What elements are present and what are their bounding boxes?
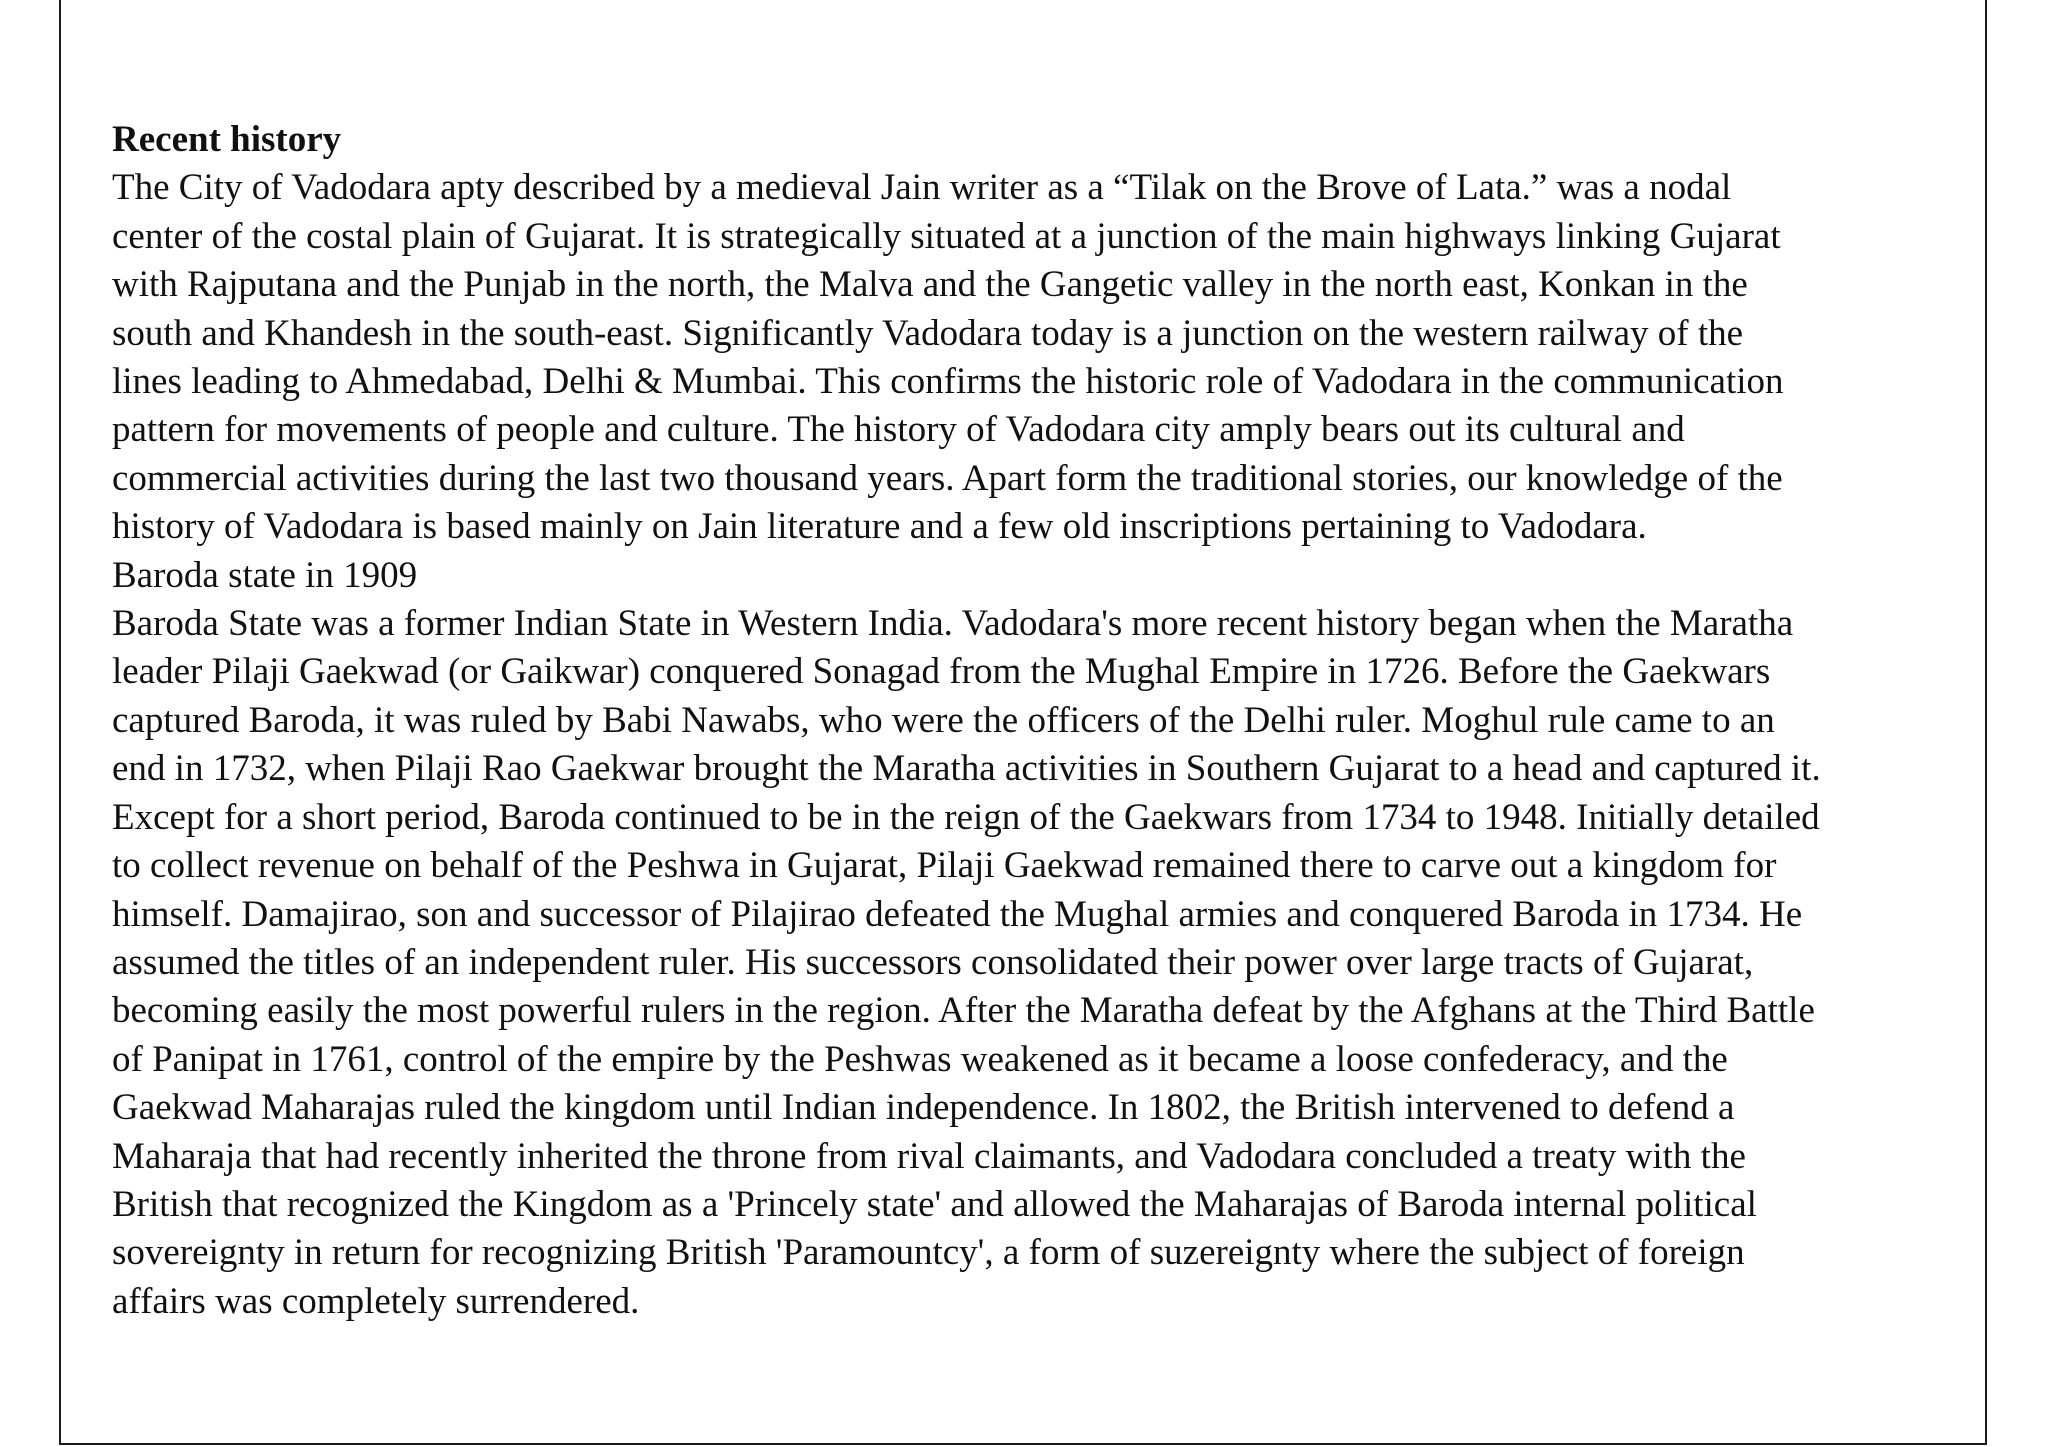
text-line: British that recognized the Kingdom as a 'Princely state' and allowed the Maharajas of Baroda internal political	[112, 1183, 1757, 1225]
paragraph-1	[112, 164, 1982, 551]
text-line: assumed the titles of an independent ruler. His successors consolidated their power over large tracts of Gujarat,	[112, 941, 1754, 983]
text-line: south and Khandesh in the south-east. Significantly Vadodara today is a junction on the western railway of the	[112, 312, 1744, 354]
paragraph-2	[112, 600, 1982, 1326]
text-line: himself. Damajirao, son and successor of Pilajirao defeated the Mughal armies and conquered Baroda in 1734. He	[112, 893, 1803, 935]
section-heading: Recent history	[112, 119, 342, 160]
text-line: Gaekwad Maharajas ruled the kingdom until Indian independence. In 1802, the British intervened to defend a	[112, 1087, 1735, 1129]
text-line: sovereignty in return for recognizing British 'Paramountcy', a form of suzereignty where the subject of foreign	[112, 1232, 1745, 1274]
text-line: captured Baroda, it was ruled by Babi Nawabs, who were the officers of the Delhi ruler. Moghul rule came to an	[112, 699, 1775, 741]
text-line: affairs was completely surrendered.	[112, 1280, 640, 1322]
text-line: with Rajputana and the Punjab in the north, the Malva and the Gangetic valley in the north east, Konkan in the	[112, 264, 1748, 306]
text-line: center of the costal plain of Gujarat. It is strategically situated at a junction of the main highways linking Gujarat	[112, 215, 1781, 257]
text-line: commercial activities during the last two thousand years. Apart form the traditional stories, our knowledge of the	[112, 457, 1783, 499]
text-line: history of Vadodara is based mainly on Jain literature and a few old inscriptions pertaining to Vadodara.	[112, 506, 1647, 548]
document-body	[112, 116, 1982, 1326]
text-line: lines leading to Ahmedabad, Delhi & Mumbai. This confirms the historic role of Vadodara in the communication	[112, 361, 1784, 403]
text-line: The City of Vadodara apty described by a medieval Jain writer as a “Tilak on the Brove of Lata.” was a nodal	[112, 167, 1732, 209]
text-line: Maharaja that had recently inherited the throne from rival claimants, and Vadodara concluded a treaty with the	[112, 1135, 1746, 1177]
text-line: becoming easily the most powerful rulers in the region. After the Maratha defeat by the Afghans at the Third Battle	[112, 990, 1815, 1032]
text-line: to collect revenue on behalf of the Peshwa in Gujarat, Pilaji Gaekwad remained there to carve out a kingdom for	[112, 845, 1777, 887]
text-line: Baroda State was a former Indian State in Western India. Vadodara's more recent history began when the Maratha	[112, 603, 1794, 645]
subheading: Baroda state in 1909	[112, 554, 418, 596]
text-line: leader Pilaji Gaekwad (or Gaikwar) conquered Sonagad from the Mughal Empire in 1726. Before the Gaekwars	[112, 651, 1771, 693]
text-line: end in 1732, when Pilaji Rao Gaekwar brought the Maratha activities in Southern Gujarat to a head and captured it.	[112, 748, 1821, 790]
text-line: of Panipat in 1761, control of the empire by the Peshwas weakened as it became a loose confederacy, and the	[112, 1038, 1728, 1080]
text-line: pattern for movements of people and culture. The history of Vadodara city amply bears out its cultural and	[112, 409, 1685, 451]
text-line: Except for a short period, Baroda continued to be in the reign of the Gaekwars from 1734 to 1948. Initially detailed	[112, 796, 1820, 838]
